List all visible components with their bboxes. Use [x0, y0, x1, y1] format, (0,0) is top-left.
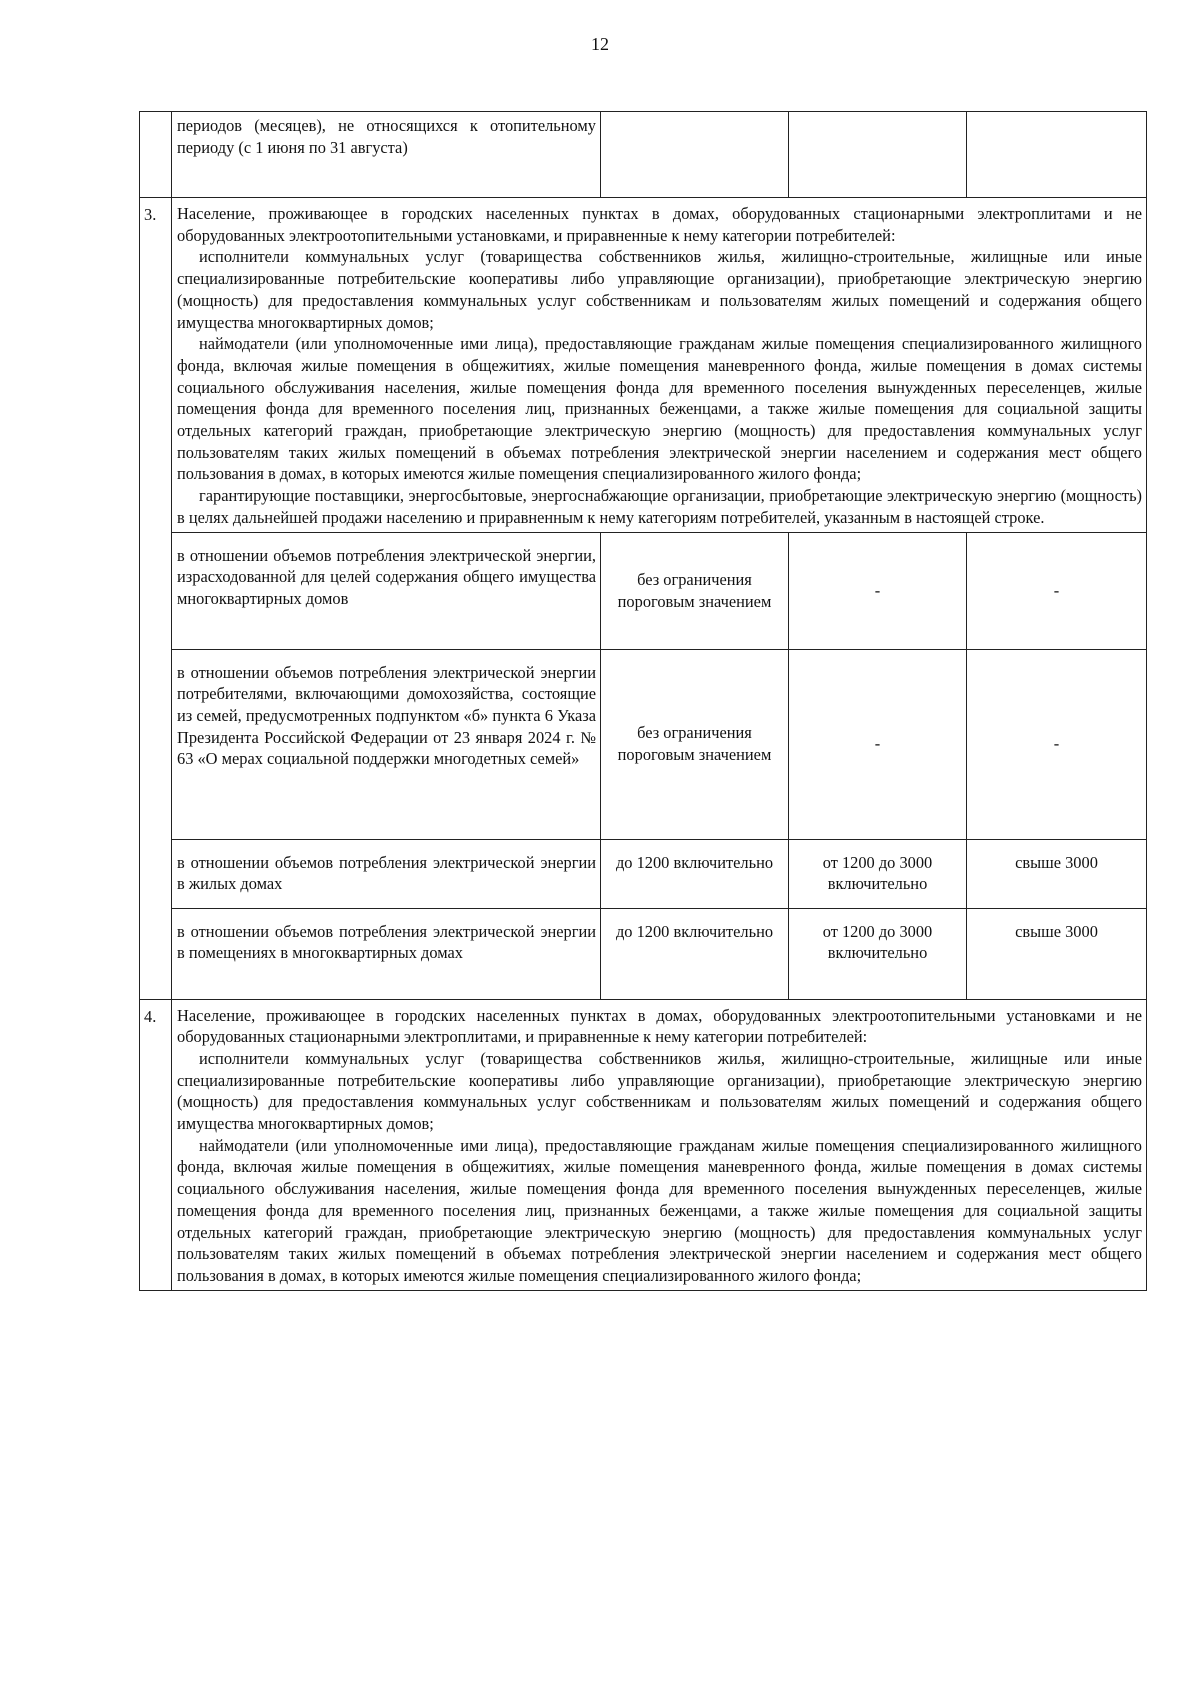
- table-row: [140, 839, 1147, 908]
- row-number-cell: [140, 112, 172, 198]
- page-number: 12: [591, 34, 609, 54]
- continuation-text: периодов (месяцев), не относящихся к отопительному периоду (с 1 июня по 31 августа): [177, 116, 596, 157]
- value-cell: -: [789, 532, 967, 649]
- table-row: [140, 649, 1147, 839]
- value-cell: -: [967, 532, 1147, 649]
- paragraph: Население, проживающее в городских населенных пунктах в домах, оборудованных электроотопительными установками и не оборудованных стационарными электроплитами, и приравненные к нему категории потребителей:: [177, 1005, 1142, 1047]
- section-4-header-row: [140, 999, 1147, 1290]
- paragraph: наймодатели (или уполномоченные ими лица), предоставляющие гражданам жилые помещения специализированного жилищного фонда, включая жилые помещения в общежитиях, жилые помещения маневренного фонда, жилые помещения в домах системы социального обслуживания населения, жилые помещения фонда для временного поселения вынужденных переселенцев, жилые помещения фонда для временного поселения лиц, признанных беженцами, а также жилые помещения для социальной защиты отдельных категорий граждан, приобретающие электрическую энергию (мощность) для предоставления коммунальных услуг пользователям таких жилых помещений в объемах потребления электрической энергии населением и содержания мест общего пользования в домах, в которых имеются жилые помещения специализированного жилого фонда;: [177, 334, 1142, 484]
- section-number: 3.: [140, 198, 172, 1000]
- value-cell: до 1200 включительно: [601, 908, 789, 999]
- value-cell: от 1200 до 3000 включительно: [789, 908, 967, 999]
- paragraph: наймодатели (или уполномоченные ими лица), предоставляющие гражданам жилые помещения специализированного жилищного фонда, включая жилые помещения в общежитиях, жилые помещения маневренного фонда, жилые помещения в домах системы социального обслуживания населения, жилые помещения фонда для временного поселения вынужденных переселенцев, жилые помещения фонда для временного поселения лиц, признанных беженцами, а также жилые помещения для социальной защиты отдельных категорий граждан, приобретающие электрическую энергию (мощность) для предоставления коммунальных услуг пользователям таких жилых помещений в объемах потребления электрической энергии населением и содержания мест общего пользования в домах, в которых имеются жилые помещения специализированного жилого фонда;: [177, 1135, 1142, 1285]
- section-4-description: [172, 999, 1147, 1290]
- paragraph: Население, проживающее в городских населенных пунктах в домах, оборудованных стационарными электроплитами и не оборудованных электроотопительными установками, и приравненные к нему категории потребителей:: [177, 204, 1142, 245]
- paragraph: исполнители коммунальных услуг (товарищества собственников жилья, жилищно-строительные, жилищные или иные специализированные потребительские кооперативы либо управляющие организации), приобретающие электрическую энергию (мощность) для предоставления коммунальных услуг собственникам и пользователям жилых помещений и содержания общего имущества многоквартирных домов;: [177, 1048, 1142, 1134]
- section-3-description: [172, 198, 1147, 533]
- row-text: в отношении объемов потребления электрической энергии потребителями, включающими домохозяйства, состоящие из семей, предусмотренных подпунктом «б» пункта 6 Указа Президента Российской Федерации от 23 января 2024 г. № 63 «О мерах социальной поддержки многодетных семей»: [177, 662, 596, 769]
- value-cell: от 1200 до 3000 включительно: [789, 839, 967, 908]
- value-cell: [967, 112, 1147, 198]
- paragraph: исполнители коммунальных услуг (товарищества собственников жилья, жилищно-строительные, жилищные или иные специализированные потребительские кооперативы либо управляющие организации), приобретающие электрическую энергию (мощность) для предоставления коммунальных услуг собственникам и пользователям жилых помещений и содержания общего имущества многоквартирных домов;: [177, 247, 1142, 332]
- value-cell: -: [967, 649, 1147, 839]
- row-text: в отношении объемов потребления электрической энергии в помещениях в многоквартирных домах: [177, 921, 596, 963]
- value-cell: -: [789, 649, 967, 839]
- table-row: [140, 532, 1147, 649]
- paragraph: гарантирующие поставщики, энергосбытовые, энергоснабжающие организации, приобретающие электрическую энергию (мощность) в целях дальнейшей продажи населению и приравненным к нему категориям потребителей, указанным в настоящей строке.: [177, 486, 1142, 527]
- row-text: в отношении объемов потребления электрической энергии, израсходованной для целей содержания общего имущества многоквартирных домов: [177, 545, 596, 608]
- value-cell: [601, 112, 789, 198]
- row-description: [172, 112, 601, 198]
- value-cell: без ограничения пороговым значением: [601, 532, 789, 649]
- value-cell: свыше 3000: [967, 839, 1147, 908]
- value-cell: до 1200 включительно: [601, 839, 789, 908]
- row-description: [172, 908, 601, 999]
- row-description: [172, 532, 601, 649]
- row-text: в отношении объемов потребления электрической энергии в жилых домах: [177, 852, 596, 894]
- row-description: [172, 649, 601, 839]
- section-number: 4.: [140, 999, 172, 1290]
- value-cell: [789, 112, 967, 198]
- table-row: [140, 908, 1147, 999]
- continuation-row: [140, 112, 1147, 198]
- value-cell: без ограничения пороговым значением: [601, 649, 789, 839]
- tariff-table: [139, 111, 1147, 1291]
- row-description: [172, 839, 601, 908]
- value-cell: свыше 3000: [967, 908, 1147, 999]
- section-3-header-row: [140, 198, 1147, 533]
